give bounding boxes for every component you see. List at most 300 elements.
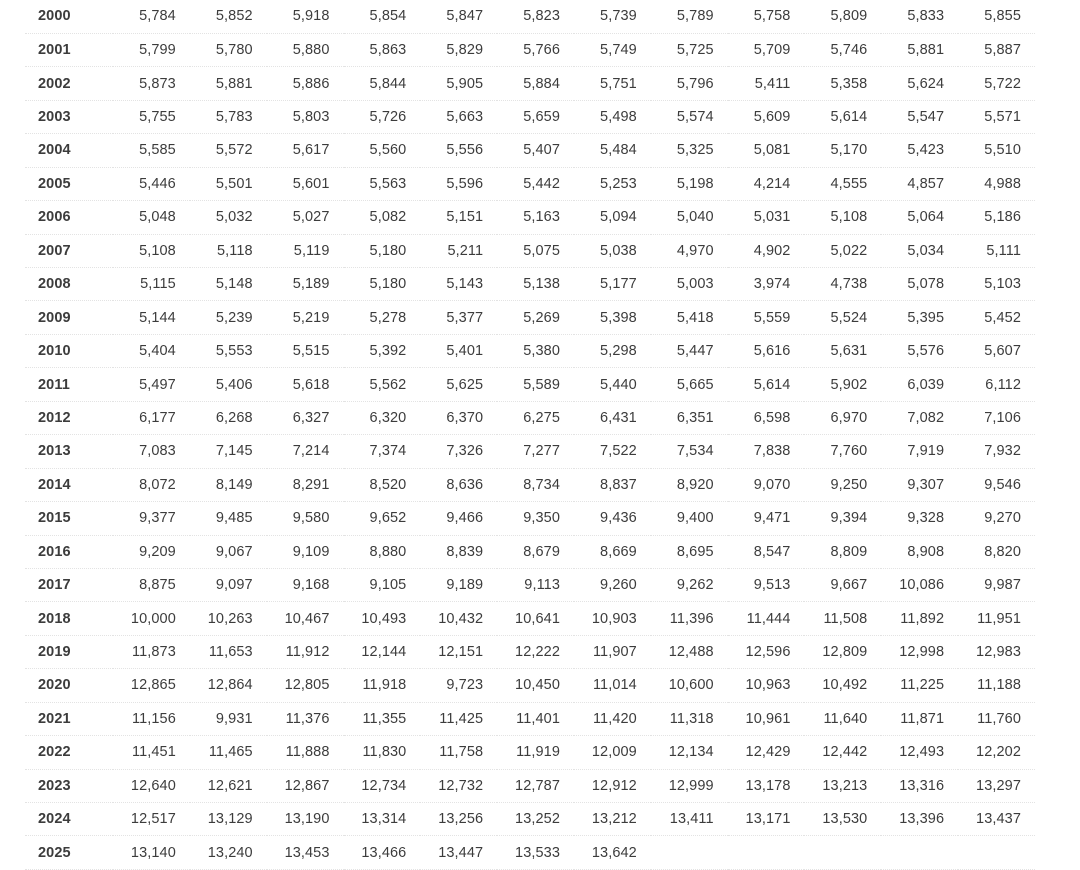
table-cell: 5,873	[113, 67, 190, 100]
table-cell: 9,466	[420, 502, 497, 535]
table-cell: 13,129	[190, 803, 267, 836]
table-cell: 11,912	[267, 635, 344, 668]
table-row	[25, 502, 1035, 535]
table-cell: 3,974	[728, 268, 805, 301]
table-cell: 11,401	[497, 702, 574, 735]
table-cell: 10,600	[651, 669, 728, 702]
table-cell: 12,517	[113, 803, 190, 836]
table-row	[25, 435, 1035, 468]
table-cell: 13,411	[651, 803, 728, 836]
table-row	[25, 568, 1035, 601]
table-cell: 5,881	[190, 67, 267, 100]
table-cell: 12,640	[113, 769, 190, 802]
table-cell: 6,112	[958, 368, 1035, 401]
table-cell: 5,625	[420, 368, 497, 401]
table-cell: 5,440	[574, 368, 651, 401]
table-cell: 5,501	[190, 167, 267, 200]
row-year-label: 2015	[25, 502, 113, 535]
table-cell: 5,884	[497, 67, 574, 100]
table-cell: 8,669	[574, 535, 651, 568]
table-cell: 12,621	[190, 769, 267, 802]
table-cell: 9,436	[574, 502, 651, 535]
table-cell: 10,641	[497, 602, 574, 635]
table-cell: 5,498	[574, 100, 651, 133]
table-cell: 5,177	[574, 268, 651, 301]
table-cell: 5,918	[267, 0, 344, 33]
table-row	[25, 100, 1035, 133]
row-year-label: 2005	[25, 167, 113, 200]
table-cell: 10,086	[881, 568, 958, 601]
table-cell: 8,875	[113, 568, 190, 601]
table-cell: 5,572	[190, 134, 267, 167]
table-cell: 5,407	[497, 134, 574, 167]
table-cell: 5,452	[958, 301, 1035, 334]
table-cell: 5,902	[804, 368, 881, 401]
table-cell: 13,140	[113, 836, 190, 869]
row-year-label: 2025	[25, 836, 113, 869]
table-cell: 5,111	[958, 234, 1035, 267]
table-cell: 5,211	[420, 234, 497, 267]
table-cell: 11,451	[113, 736, 190, 769]
table-cell: 5,392	[344, 334, 421, 367]
table-cell: 10,961	[728, 702, 805, 735]
table-cell: 11,156	[113, 702, 190, 735]
table-cell: 9,109	[267, 535, 344, 568]
table-cell: 11,396	[651, 602, 728, 635]
table-cell: 5,119	[267, 234, 344, 267]
table-cell: 13,453	[267, 836, 344, 869]
table-cell: 9,667	[804, 568, 881, 601]
table-cell: 6,268	[190, 401, 267, 434]
table-cell: 5,854	[344, 0, 421, 33]
table-cell: 5,783	[190, 100, 267, 133]
table-cell: 5,418	[651, 301, 728, 334]
table-cell: 13,178	[728, 769, 805, 802]
table-row	[25, 234, 1035, 267]
table-cell: 5,607	[958, 334, 1035, 367]
table-cell: 4,970	[651, 234, 728, 267]
table-cell: 8,679	[497, 535, 574, 568]
table-cell: 7,214	[267, 435, 344, 468]
table-cell: 9,189	[420, 568, 497, 601]
table-cell: 5,784	[113, 0, 190, 33]
table-cell: 5,082	[344, 201, 421, 234]
table-cell: 7,838	[728, 435, 805, 468]
table-cell: 12,493	[881, 736, 958, 769]
table-cell: 5,726	[344, 100, 421, 133]
table-cell: 5,180	[344, 234, 421, 267]
table-cell: 12,732	[420, 769, 497, 802]
table-cell: 11,888	[267, 736, 344, 769]
table-cell: 9,270	[958, 502, 1035, 535]
data-table	[25, 0, 1035, 870]
table-cell: 5,144	[113, 301, 190, 334]
table-cell: 9,723	[420, 669, 497, 702]
table-cell: 5,766	[497, 33, 574, 66]
table-cell: 5,048	[113, 201, 190, 234]
table-cell: 7,374	[344, 435, 421, 468]
table-cell: 5,081	[728, 134, 805, 167]
table-cell: 11,508	[804, 602, 881, 635]
table-row	[25, 301, 1035, 334]
table-row	[25, 669, 1035, 702]
table-cell: 5,032	[190, 201, 267, 234]
table-cell: 11,425	[420, 702, 497, 735]
table-cell: 6,598	[728, 401, 805, 434]
table-cell: 13,642	[574, 836, 651, 869]
table-cell: 5,078	[881, 268, 958, 301]
table-cell: 5,115	[113, 268, 190, 301]
table-cell: 8,149	[190, 468, 267, 501]
table-cell: 13,466	[344, 836, 421, 869]
table-cell: 5,398	[574, 301, 651, 334]
table-cell: 5,380	[497, 334, 574, 367]
table-cell: 12,867	[267, 769, 344, 802]
table-cell: 4,214	[728, 167, 805, 200]
table-cell	[728, 836, 805, 869]
table-row	[25, 167, 1035, 200]
table-cell: 10,263	[190, 602, 267, 635]
row-year-label: 2024	[25, 803, 113, 836]
table-cell: 13,240	[190, 836, 267, 869]
table-cell: 7,145	[190, 435, 267, 468]
table-cell: 6,275	[497, 401, 574, 434]
table-cell: 11,420	[574, 702, 651, 735]
table-cell: 9,652	[344, 502, 421, 535]
table-row	[25, 368, 1035, 401]
table-cell: 5,118	[190, 234, 267, 267]
table-cell: 5,886	[267, 67, 344, 100]
table-cell: 4,857	[881, 167, 958, 200]
table-cell: 5,325	[651, 134, 728, 167]
table-cell: 11,830	[344, 736, 421, 769]
table-cell: 5,446	[113, 167, 190, 200]
table-cell: 5,103	[958, 268, 1035, 301]
table-cell: 13,252	[497, 803, 574, 836]
table-cell: 5,751	[574, 67, 651, 100]
table-cell: 5,601	[267, 167, 344, 200]
table-cell: 5,852	[190, 0, 267, 33]
table-cell: 5,556	[420, 134, 497, 167]
table-cell: 9,987	[958, 568, 1035, 601]
table-cell: 5,585	[113, 134, 190, 167]
table-cell: 5,003	[651, 268, 728, 301]
table-cell: 4,988	[958, 167, 1035, 200]
table-cell: 12,134	[651, 736, 728, 769]
table-cell: 13,212	[574, 803, 651, 836]
table-cell: 5,040	[651, 201, 728, 234]
table-cell: 5,075	[497, 234, 574, 267]
table-cell: 5,358	[804, 67, 881, 100]
table-cell: 11,919	[497, 736, 574, 769]
table-cell: 5,663	[420, 100, 497, 133]
table-cell: 9,250	[804, 468, 881, 501]
table-cell: 13,171	[728, 803, 805, 836]
table-row	[25, 535, 1035, 568]
table-cell: 5,547	[881, 100, 958, 133]
table-cell: 8,920	[651, 468, 728, 501]
table-row	[25, 468, 1035, 501]
table-cell: 5,239	[190, 301, 267, 334]
table-cell: 9,260	[574, 568, 651, 601]
table-cell: 13,447	[420, 836, 497, 869]
table-cell: 5,442	[497, 167, 574, 200]
table-cell: 5,401	[420, 334, 497, 367]
table-cell: 8,809	[804, 535, 881, 568]
table-cell: 11,376	[267, 702, 344, 735]
table-row	[25, 0, 1035, 33]
table-cell: 5,665	[651, 368, 728, 401]
table-cell: 11,653	[190, 635, 267, 668]
table-cell: 5,497	[113, 368, 190, 401]
table-cell: 5,749	[574, 33, 651, 66]
table-cell: 13,314	[344, 803, 421, 836]
table-cell: 9,262	[651, 568, 728, 601]
table-cell: 9,485	[190, 502, 267, 535]
table-cell: 12,144	[344, 635, 421, 668]
table-cell: 5,377	[420, 301, 497, 334]
table-row	[25, 702, 1035, 735]
table-cell: 12,865	[113, 669, 190, 702]
table-cell: 5,576	[881, 334, 958, 367]
table-cell: 7,760	[804, 435, 881, 468]
row-year-label: 2000	[25, 0, 113, 33]
table-cell: 11,444	[728, 602, 805, 635]
table-cell: 7,106	[958, 401, 1035, 434]
row-year-label: 2012	[25, 401, 113, 434]
table-cell: 5,278	[344, 301, 421, 334]
table-cell: 5,618	[267, 368, 344, 401]
table-cell: 9,209	[113, 535, 190, 568]
table-cell: 5,887	[958, 33, 1035, 66]
table-cell: 5,484	[574, 134, 651, 167]
table-cell: 5,596	[420, 167, 497, 200]
table-cell: 4,738	[804, 268, 881, 301]
table-cell: 11,225	[881, 669, 958, 702]
table-body	[25, 0, 1035, 869]
table-cell: 9,400	[651, 502, 728, 535]
table-cell: 10,000	[113, 602, 190, 635]
table-cell: 7,919	[881, 435, 958, 468]
row-year-label: 2007	[25, 234, 113, 267]
table-row	[25, 268, 1035, 301]
table-cell: 9,350	[497, 502, 574, 535]
table-cell: 5,796	[651, 67, 728, 100]
table-row	[25, 836, 1035, 869]
table-cell: 5,739	[574, 0, 651, 33]
table-cell: 5,809	[804, 0, 881, 33]
table-cell: 11,465	[190, 736, 267, 769]
table-cell: 8,820	[958, 535, 1035, 568]
table-cell: 5,143	[420, 268, 497, 301]
row-year-label: 2009	[25, 301, 113, 334]
table-cell: 5,027	[267, 201, 344, 234]
table-cell	[958, 836, 1035, 869]
table-cell: 5,411	[728, 67, 805, 100]
table-cell: 7,326	[420, 435, 497, 468]
row-year-label: 2019	[25, 635, 113, 668]
table-cell: 5,614	[804, 100, 881, 133]
table-cell: 5,038	[574, 234, 651, 267]
table-cell: 9,105	[344, 568, 421, 601]
table-cell: 5,905	[420, 67, 497, 100]
table-cell: 5,170	[804, 134, 881, 167]
table-cell: 12,202	[958, 736, 1035, 769]
table-cell: 9,168	[267, 568, 344, 601]
table-cell: 5,833	[881, 0, 958, 33]
table-cell: 11,760	[958, 702, 1035, 735]
table-cell: 5,562	[344, 368, 421, 401]
table-cell: 12,809	[804, 635, 881, 668]
table-cell: 9,394	[804, 502, 881, 535]
table-row	[25, 736, 1035, 769]
table-cell: 8,547	[728, 535, 805, 568]
table-cell: 8,734	[497, 468, 574, 501]
table-cell: 5,574	[651, 100, 728, 133]
table-cell: 8,636	[420, 468, 497, 501]
table-cell: 5,022	[804, 234, 881, 267]
row-year-label: 2001	[25, 33, 113, 66]
row-year-label: 2013	[25, 435, 113, 468]
table-cell: 10,432	[420, 602, 497, 635]
table-cell: 13,396	[881, 803, 958, 836]
table-cell: 6,039	[881, 368, 958, 401]
table-cell: 10,492	[804, 669, 881, 702]
table-cell: 11,014	[574, 669, 651, 702]
row-year-label: 2023	[25, 769, 113, 802]
table-cell: 4,902	[728, 234, 805, 267]
table-cell: 12,009	[574, 736, 651, 769]
table-cell: 5,880	[267, 33, 344, 66]
table-cell: 9,067	[190, 535, 267, 568]
table-cell: 5,219	[267, 301, 344, 334]
table-cell: 13,256	[420, 803, 497, 836]
table-cell: 5,799	[113, 33, 190, 66]
table-cell: 5,571	[958, 100, 1035, 133]
table-cell: 12,787	[497, 769, 574, 802]
table-cell: 5,746	[804, 33, 881, 66]
table-cell: 9,546	[958, 468, 1035, 501]
table-cell: 5,847	[420, 0, 497, 33]
table-cell: 5,563	[344, 167, 421, 200]
table-cell: 8,837	[574, 468, 651, 501]
table-row	[25, 635, 1035, 668]
table-cell: 5,034	[881, 234, 958, 267]
table-cell: 7,522	[574, 435, 651, 468]
table-cell: 10,467	[267, 602, 344, 635]
table-cell: 10,903	[574, 602, 651, 635]
table-cell: 13,316	[881, 769, 958, 802]
table-cell: 13,437	[958, 803, 1035, 836]
table-cell: 8,291	[267, 468, 344, 501]
table-cell: 13,530	[804, 803, 881, 836]
table-row	[25, 334, 1035, 367]
row-year-label: 2006	[25, 201, 113, 234]
table-cell: 5,406	[190, 368, 267, 401]
table-cell: 5,863	[344, 33, 421, 66]
table-cell: 11,318	[651, 702, 728, 735]
table-cell: 5,163	[497, 201, 574, 234]
table-cell: 5,789	[651, 0, 728, 33]
table-row	[25, 769, 1035, 802]
table-cell: 8,839	[420, 535, 497, 568]
table-cell: 6,320	[344, 401, 421, 434]
row-year-label: 2011	[25, 368, 113, 401]
table-cell: 5,298	[574, 334, 651, 367]
table-cell: 5,616	[728, 334, 805, 367]
table-row	[25, 201, 1035, 234]
table-cell: 9,377	[113, 502, 190, 535]
table-cell: 11,951	[958, 602, 1035, 635]
table-cell: 5,198	[651, 167, 728, 200]
table-row	[25, 803, 1035, 836]
row-year-label: 2016	[25, 535, 113, 568]
table-row	[25, 401, 1035, 434]
table-cell: 12,488	[651, 635, 728, 668]
table-cell: 5,881	[881, 33, 958, 66]
row-year-label: 2022	[25, 736, 113, 769]
table-cell: 5,423	[881, 134, 958, 167]
row-year-label: 2017	[25, 568, 113, 601]
table-cell: 5,148	[190, 268, 267, 301]
table-cell: 9,070	[728, 468, 805, 501]
table-cell: 6,351	[651, 401, 728, 434]
table-cell: 5,559	[728, 301, 805, 334]
table-cell: 13,297	[958, 769, 1035, 802]
table-cell: 12,864	[190, 669, 267, 702]
table-cell: 9,307	[881, 468, 958, 501]
row-year-label: 2021	[25, 702, 113, 735]
table-cell: 6,370	[420, 401, 497, 434]
table-cell: 13,190	[267, 803, 344, 836]
table-cell: 10,963	[728, 669, 805, 702]
table-cell: 9,328	[881, 502, 958, 535]
table-cell: 5,609	[728, 100, 805, 133]
table-row	[25, 33, 1035, 66]
table-cell: 6,177	[113, 401, 190, 434]
table-cell: 5,031	[728, 201, 805, 234]
table-cell: 11,640	[804, 702, 881, 735]
table-cell: 5,553	[190, 334, 267, 367]
row-year-label: 2004	[25, 134, 113, 167]
table-cell: 5,589	[497, 368, 574, 401]
table-cell: 5,395	[881, 301, 958, 334]
table-row	[25, 134, 1035, 167]
table-cell: 7,082	[881, 401, 958, 434]
table-cell: 5,855	[958, 0, 1035, 33]
table-cell: 12,734	[344, 769, 421, 802]
table-cell: 8,908	[881, 535, 958, 568]
table-cell	[881, 836, 958, 869]
table-cell: 5,180	[344, 268, 421, 301]
table-cell: 11,188	[958, 669, 1035, 702]
table-cell: 5,803	[267, 100, 344, 133]
table-cell: 5,844	[344, 67, 421, 100]
table-cell: 5,659	[497, 100, 574, 133]
table-cell: 11,907	[574, 635, 651, 668]
table-cell: 5,755	[113, 100, 190, 133]
table-cell: 5,189	[267, 268, 344, 301]
table-cell: 5,404	[113, 334, 190, 367]
table-cell: 5,510	[958, 134, 1035, 167]
table-cell: 7,932	[958, 435, 1035, 468]
table-cell: 5,829	[420, 33, 497, 66]
table-cell	[651, 836, 728, 869]
table-cell: 5,108	[113, 234, 190, 267]
table-cell: 9,113	[497, 568, 574, 601]
table-row	[25, 602, 1035, 635]
table-cell: 5,094	[574, 201, 651, 234]
